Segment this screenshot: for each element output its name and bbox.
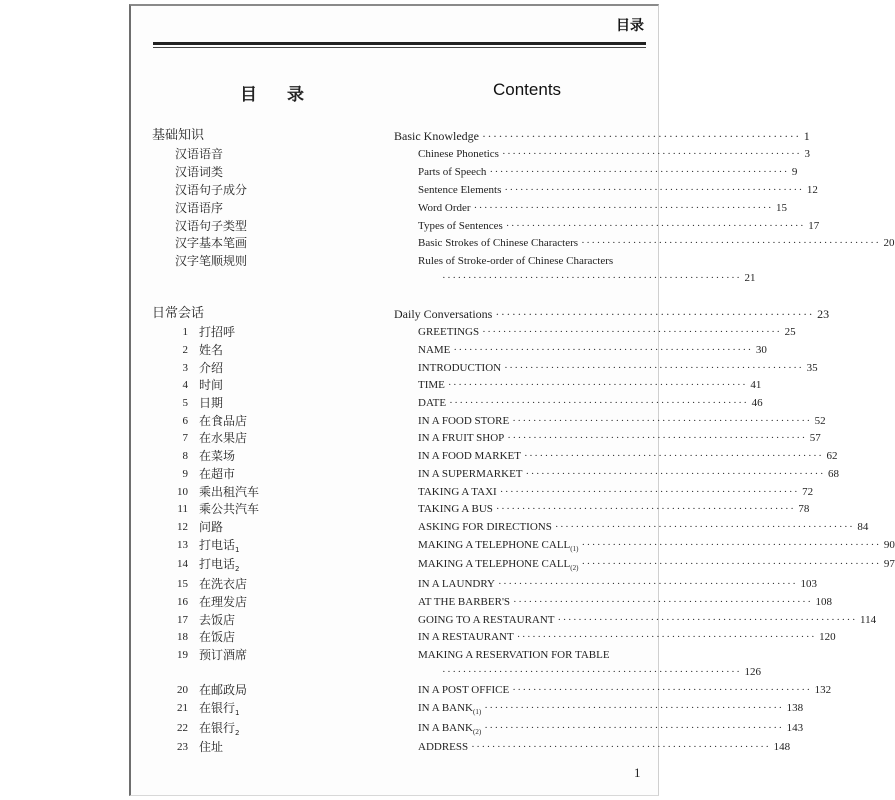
toc-entry-title-text: IN A LAUNDRY [418,578,496,590]
toc-entry-cn [199,325,235,339]
toc-entry-page: 103 [800,578,817,590]
toc-entry-title-text: GREETINGS [418,326,480,338]
toc-entry-en[interactable] [418,201,788,215]
toc-entry-cn [199,520,223,534]
toc-entry-page: 62 [826,450,838,462]
leader-dots: ·························································· [495,503,796,515]
toc-entry-cn: 汉语词类 [175,165,224,179]
title-cn-char-2: 录 [287,85,304,105]
toc-entry-en[interactable] [418,361,818,375]
page-number: 1 [634,765,641,780]
toc-entry-en[interactable] [418,236,895,250]
toc-entry-cn [199,630,235,644]
leader-dots: ·························································· [581,539,881,551]
toc-entry-en[interactable] [418,396,763,410]
toc-entry-cn [199,361,223,375]
toc-entry-title-text: Word Order [418,202,471,214]
toc-entry-title [418,467,523,481]
section1-heading-en-row[interactable] [394,129,810,143]
toc-entry-title [418,414,509,428]
toc-entry-cn [199,449,235,463]
toc-entry-page: 78 [798,503,810,515]
toc-entry-number: 20 [177,684,188,696]
toc-entry-number: 9 [182,468,188,480]
toc-entry-number: 12 [177,521,188,533]
section2-heading-en-row[interactable] [394,307,830,321]
toc-entry-page: 9 [791,166,798,178]
title-chinese [240,80,304,105]
toc-entry-en[interactable] [418,219,820,233]
leader-dots: ·························································· [504,362,804,374]
toc-entry-cn-text: 日期 [199,396,224,410]
toc-entry-title [418,361,501,375]
leader-dots: ·························································· [447,379,748,391]
toc-entry-page: 68 [828,468,839,480]
toc-entry-title [418,201,471,215]
toc-entry-en-continuation[interactable] [442,271,756,285]
toc-entry-en[interactable] [418,502,810,516]
toc-entry-cn [199,740,223,754]
toc-entry-title-text: IN A POST OFFICE [418,684,510,696]
toc-entry-cn [199,595,247,609]
leader-dots: ·························································· [498,578,798,590]
toc-entry-title-text: INTRODUCTION [418,362,502,374]
leader-dots: ·························································· [504,184,804,196]
leader-dots: ·························································· [449,397,749,409]
toc-entry-page: 114 [860,614,877,626]
toc-entry-number: 22 [177,722,188,734]
toc-entry-cn-text: 在理发店 [199,595,248,609]
toc-entry-page: 57 [809,432,821,444]
toc-entry-number: 14 [177,558,188,570]
section1-heading-page: 1 [803,129,810,143]
toc-entry-en[interactable] [418,485,814,499]
leader-dots: ·························································· [473,202,774,214]
toc-entry-page: 15 [776,202,788,214]
toc-entry-title [418,343,450,357]
toc-entry-en[interactable] [418,595,833,609]
leader-dots: ·························································· [471,741,771,753]
toc-entry-title [418,431,504,445]
toc-entry-title-text: IN A FOOD MARKET [418,450,521,462]
toc-entry-cn-text: 打招呼 [199,325,236,339]
toc-entry-page: 148 [773,741,791,753]
leader-dots: ·························································· [499,486,800,498]
leader-dots: ·························································· [482,326,782,338]
toc-entry-cn [199,577,247,591]
toc-entry-title-text: DATE [418,397,447,409]
toc-entry-cn: 汉语句子成分 [175,183,248,197]
toc-entry-en-continuation[interactable] [442,665,761,679]
toc-entry-en[interactable] [418,721,804,736]
title-cn-char-1: 目 [240,85,257,105]
toc-entry-cn: 汉语句子类型 [175,219,248,233]
toc-entry-title [418,449,521,463]
toc-entry-en[interactable] [418,449,838,463]
toc-entry-number: 10 [177,486,188,498]
toc-entry-number: 8 [182,450,188,462]
toc-entry-cn: 汉语语音 [175,147,224,161]
toc-entry-title [418,683,509,697]
toc-entry-title-text: MAKING A TELEPHONE CALL [418,539,571,551]
toc-entry-page: 41 [750,379,762,391]
toc-entry-title [418,183,501,197]
toc-entry-cn [199,485,259,499]
section2-heading-cn: 日常会话 [152,306,205,321]
toc-entry-title [418,557,578,571]
running-head: 目录 [616,18,644,34]
leader-dots: ·························································· [453,344,753,356]
toc-entry-number: 23 [177,741,188,753]
toc-entry-title-text: Parts of Speech [418,166,487,178]
toc-entry-subscript: (1) [570,545,579,553]
toc-entry-subscript: (1) [473,708,482,716]
leader-dots: ·························································· [513,596,813,608]
toc-entry-title-text: IN A SUPERMARKET [418,468,523,480]
toc-entry-title [418,396,446,410]
toc-entry-title [418,502,493,516]
toc-entry-number: 19 [177,649,188,661]
toc-entry-cn: 汉字基本笔画 [175,236,248,250]
toc-entry-en[interactable] [418,431,821,445]
toc-entry-title-text: IN A FOOD STORE [418,415,510,427]
toc-entry-cn-text: 打电话 [199,557,236,571]
toc-entry-title[interactable]: MAKING A RESERVATION FOR TABLE [418,649,610,661]
title-english: Contents [493,80,562,99]
toc-entry-page: 90 [883,539,895,551]
toc-entry-title [418,147,499,161]
toc-entry-page: 72 [802,486,814,498]
toc-entry-cn-text: 姓名 [199,343,224,357]
toc-entry-cn-text: 在饭店 [199,630,236,644]
toc-entry-cn-text: 在超市 [199,467,236,481]
toc-entry-title [418,378,445,392]
toc-entry-title [418,538,578,552]
toc-entry-en[interactable] [418,701,804,716]
toc-entry-cn-text: 在银行 [199,721,236,735]
toc-entry-cn-text: 预订酒席 [199,648,248,662]
toc-entry-page: 120 [819,631,836,643]
toc-entry-page: 20 [883,237,895,249]
toc-entry-cn [199,701,239,715]
toc-entry-title [418,721,481,735]
toc-entry-page: 97 [883,558,895,570]
toc-entry-title [418,740,468,754]
leader-dots: ·························································· [516,631,817,643]
toc-entry-title-text: TIME [418,379,445,391]
leader-dots: ·························································· [481,129,801,143]
toc-entry-title-text: Basic Strokes of Chinese Characters [418,237,579,249]
toc-entry-cn-text: 在菜场 [199,449,236,463]
toc-entry-cn-text: 乘公共汽车 [199,502,260,516]
leader-dots: ·························································· [557,614,857,626]
toc-entry-cn [199,431,247,445]
leader-dots: ·························································· [523,450,824,462]
toc-entry-title [418,520,552,534]
toc-entry-cn-text: 在银行 [199,701,236,715]
header-rule-thick [153,42,646,45]
toc-entry-page: 143 [786,722,804,734]
leader-dots: ·························································· [512,684,812,696]
toc-entry-cn [199,613,235,627]
toc-entry-en[interactable] [418,740,791,754]
toc-entry-en[interactable] [418,557,895,572]
toc-entry-cn: 汉字笔顺规则 [175,254,248,268]
toc-entry-title [418,630,514,644]
toc-entry-en[interactable] [418,683,832,697]
toc-entry-cn-subscript: 2 [235,565,240,573]
toc-entry-cn [199,396,223,410]
toc-entry-title [418,595,510,609]
toc-entry-title [418,701,481,715]
toc-entry-number: 3 [182,362,188,374]
toc-entry-number: 15 [177,578,188,590]
toc-entry-cn [199,502,259,516]
leader-dots: ·························································· [442,272,742,284]
toc-entry-cn [199,467,235,481]
leader-dots: ·························································· [442,666,742,678]
toc-entry-page: 30 [755,344,767,356]
toc-entry-number: 13 [177,539,188,551]
leader-dots: ·························································· [581,558,881,570]
toc-entry-number: 1 [182,326,188,338]
toc-entry-title [418,613,555,627]
toc-entry-cn [199,414,247,428]
toc-entry-title[interactable]: Rules of Stroke-order of Chinese Characters [418,255,614,267]
toc-entry-number: 11 [177,503,188,515]
toc-entry-en[interactable] [418,538,895,553]
toc-entry-page: 3 [804,148,810,160]
section2-heading-en: Daily Conversations [394,307,493,321]
leader-dots: ·························································· [505,220,806,232]
toc-entry-en[interactable] [418,147,810,161]
section1-heading-en: Basic Knowledge [394,129,479,143]
toc-entry-en[interactable] [418,378,762,392]
toc-entry-number: 16 [177,596,188,608]
toc-entry-cn [199,538,239,552]
toc-entry-en[interactable] [418,520,869,534]
toc-entry-number: 18 [177,631,188,643]
toc-entry-cn-subscript: 1 [235,709,240,717]
leader-dots: ·························································· [581,237,881,249]
toc-entry-page: 46 [751,397,763,409]
toc-entry-cn [199,343,223,357]
toc-entry-title [418,219,503,233]
toc-entry-cn-text: 打电话 [199,538,236,552]
leader-dots: ·························································· [501,148,802,160]
toc-entry-title [418,236,578,250]
toc-entry-page: 138 [786,702,804,714]
toc-entry-en[interactable] [418,630,836,644]
toc-entry-cn [199,648,247,662]
toc-entry-title-text: IN A BANK [418,702,474,714]
toc-entry-page: 52 [814,415,826,427]
leader-dots: ·························································· [489,166,789,178]
toc-entry-number: 4 [182,379,188,391]
toc-entry-title-text: Types of Sentences [418,220,503,232]
toc-entry-number: 7 [182,432,188,444]
toc-entry-cn-text: 介绍 [199,361,224,375]
toc-entry-cn-text: 乘出租汽车 [199,485,260,499]
toc-entry-title-text: IN A BANK [418,722,474,734]
toc-entry-subscript: (2) [473,728,482,736]
toc-entry-cn [199,378,223,392]
toc-entry-page: 108 [815,596,833,608]
toc-entry-en[interactable] [418,343,767,357]
section1-heading-cn: 基础知识 [152,128,205,143]
toc-entry-page: 126 [744,666,761,678]
toc-entry-cn-text: 在洗衣店 [199,577,248,591]
toc-entry-page: 132 [814,684,832,696]
toc-entry-page: 35 [806,362,818,374]
toc-entry-cn-text: 在水果店 [199,431,248,445]
toc-entry-cn-subscript: 1 [235,546,240,554]
toc-entry-en[interactable] [418,467,839,481]
toc-entry-title [418,485,497,499]
toc-entry-title-text: Sentence Elements [418,184,502,196]
toc-entry-cn-text: 去饭店 [199,613,236,627]
toc-entry-number: 21 [177,702,188,714]
toc-entry-title-text: IN A FRUIT SHOP [418,432,505,444]
toc-entry-en[interactable] [418,165,798,179]
toc-entry-title-text: Chinese Phonetics [418,148,499,160]
toc-entry-cn: 汉语语序 [175,201,224,215]
toc-entry-cn-text: 住址 [199,740,224,754]
toc-entry-en[interactable] [418,414,826,428]
toc-entry-number: 2 [182,344,188,356]
toc-entry-en[interactable] [418,183,818,197]
toc-entry-en[interactable] [418,613,877,627]
toc-entry-page: 84 [857,521,869,533]
leader-dots: ·························································· [495,307,815,321]
toc-entry-title-text: ADDRESS [418,741,469,753]
toc-entry-title-text: TAKING A TAXI [418,486,497,498]
leader-dots: ·························································· [554,521,855,533]
toc-entry-title-text: IN A RESTAURANT [418,631,514,643]
toc-entry-cn-text: 问路 [199,520,224,534]
toc-entry-title-text: AT THE BARBER'S [418,596,511,608]
toc-entry-en[interactable] [418,325,796,339]
toc-entry-title-text: NAME [418,344,451,356]
leader-dots: ·························································· [507,432,807,444]
toc-entry-cn [199,557,239,571]
toc-entry-page: 12 [806,184,818,196]
toc-entry-number: 6 [182,415,188,427]
leader-dots: ·························································· [484,722,784,734]
toc-entry-subscript: (2) [570,564,579,572]
toc-entry-number: 5 [182,397,188,409]
header-rule-thin [153,47,646,48]
toc-entry-page: 25 [784,326,796,338]
toc-entry-page: 17 [808,220,820,232]
leader-dots: ·························································· [484,702,784,714]
toc-entry-title-text: TAKING A BUS [418,503,493,515]
toc-entry-title [418,325,479,339]
toc-entry-title [418,165,486,179]
toc-entry-title-text: MAKING A TELEPHONE CALL [418,558,571,570]
toc-entry-title [418,577,495,591]
toc-entry-cn-text: 在邮政局 [199,683,248,697]
toc-entry-cn [199,683,247,697]
toc-entry-page: 21 [744,272,756,284]
toc-entry-cn-text: 在食品店 [199,414,248,428]
toc-entry-cn [199,721,239,735]
leader-dots: ·························································· [512,415,812,427]
section2-heading-page: 23 [817,307,830,321]
toc-entry-title-text: GOING TO A RESTAURANT [418,614,555,626]
toc-entry-number: 17 [177,614,188,626]
toc-entry-cn-text: 时间 [199,378,224,392]
toc-entry-title-text: ASKING FOR DIRECTIONS [418,521,552,533]
leader-dots: ·························································· [525,468,825,480]
toc-entry-cn-subscript: 2 [235,729,240,737]
toc-entry-en[interactable] [418,577,817,591]
